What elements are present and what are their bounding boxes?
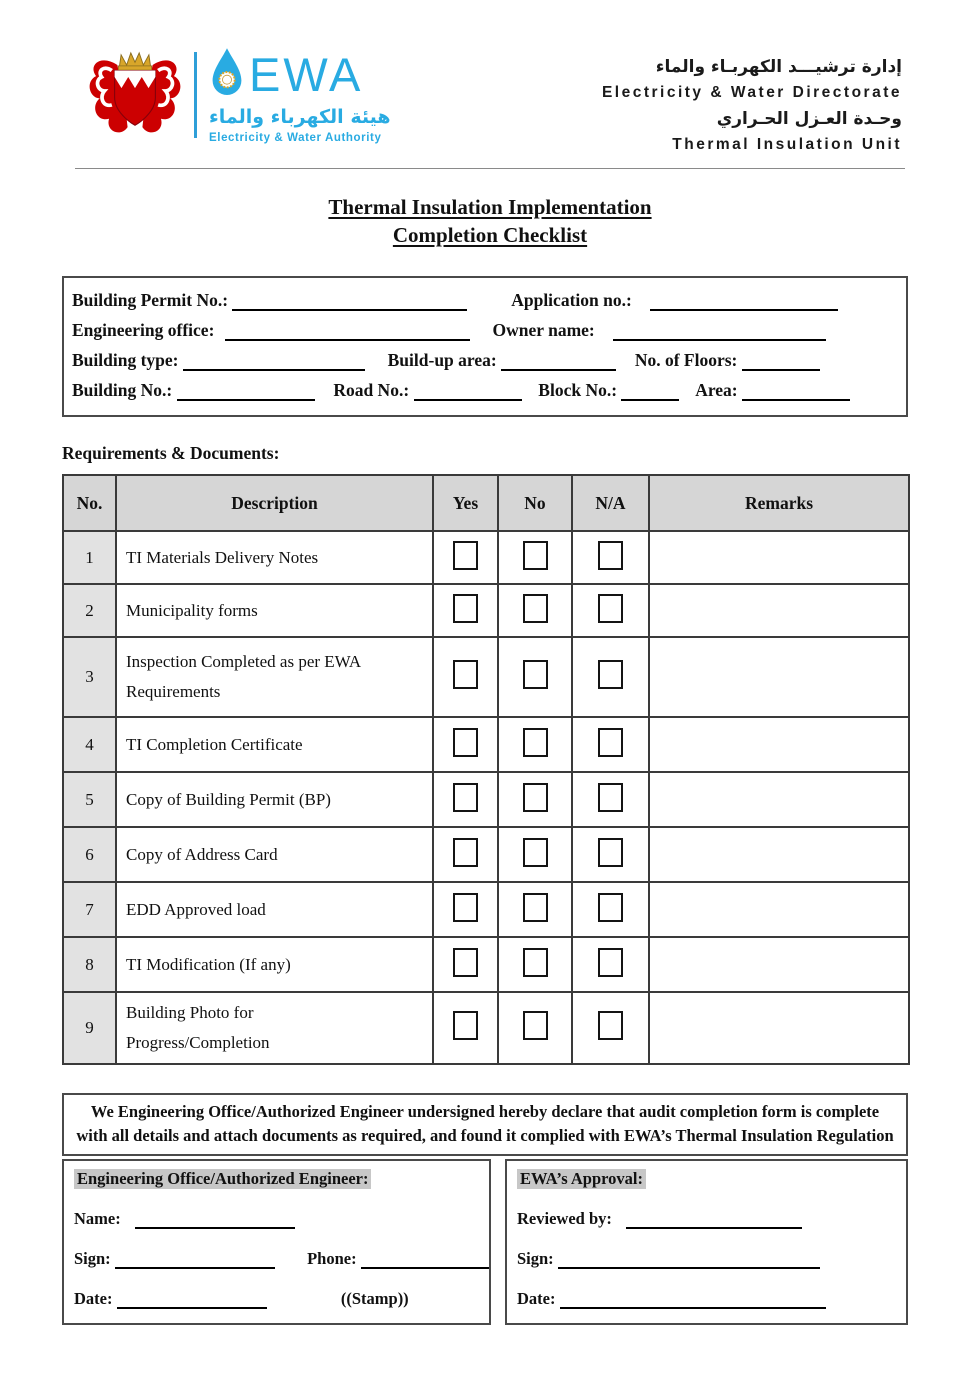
checkbox-no[interactable]: [523, 838, 548, 867]
remarks-cell: [649, 937, 909, 992]
checkbox-no[interactable]: [523, 948, 548, 977]
table-row: [63, 882, 909, 937]
remarks-cell: [649, 637, 909, 717]
buildup-area-field: [501, 353, 616, 371]
ewa-logo: [84, 46, 391, 150]
date-field: [117, 1292, 267, 1309]
row-description: Inspection Completed as per EWA Requirements: [116, 637, 433, 717]
directorate-arabic-line1: إدارة ترشيـــد الكهربـاء والماء: [655, 57, 902, 77]
remarks-cell: [649, 882, 909, 937]
info-row-2: [72, 320, 898, 341]
requirements-table: [62, 474, 910, 1065]
date-field: [560, 1292, 826, 1309]
document-title: [0, 193, 980, 249]
row-number: 8: [63, 937, 116, 992]
info-row-4: [72, 380, 898, 401]
engineering-office-field: [225, 323, 470, 341]
date-label: Date:: [517, 1289, 556, 1308]
col-header-no-option: No: [498, 475, 572, 531]
building-type-field: [183, 353, 365, 371]
row-number: 7: [63, 882, 116, 937]
checkbox-na[interactable]: [598, 783, 623, 812]
building-permit-label: Building Permit No.:: [72, 290, 229, 310]
application-no-field: [650, 293, 838, 311]
remarks-cell: [649, 992, 909, 1064]
stamp-label: ((Stamp)): [340, 1289, 409, 1308]
reviewed-by-field: [626, 1212, 802, 1229]
phone-label: Phone:: [307, 1249, 357, 1268]
sign-field: [115, 1252, 275, 1269]
no-of-floors-label: No. of Floors:: [634, 350, 738, 370]
checkbox-yes[interactable]: [453, 1011, 478, 1040]
row-description: TI Modification (If any): [116, 937, 433, 992]
checkbox-na[interactable]: [598, 728, 623, 757]
ewa-english-name: Electricity & Water Authority: [209, 132, 382, 144]
date-label: Date:: [74, 1289, 113, 1308]
table-header-row: [63, 475, 909, 531]
building-info-box: [62, 276, 908, 417]
checkbox-yes[interactable]: [453, 838, 478, 867]
directorate-english-line2: Thermal Insulation Unit: [672, 136, 902, 153]
building-permit-field: [232, 293, 467, 311]
row-number: 6: [63, 827, 116, 882]
sign-label: Sign:: [517, 1249, 554, 1268]
road-no-label: Road No.:: [333, 380, 410, 400]
owner-name-field: [613, 323, 826, 341]
table-row: [63, 637, 909, 717]
checkbox-yes[interactable]: [453, 893, 478, 922]
checkbox-no[interactable]: [523, 541, 548, 570]
checkbox-yes[interactable]: [453, 541, 478, 570]
phone-field: [361, 1252, 489, 1269]
signature-section: [62, 1159, 908, 1325]
row-description: Municipality forms: [116, 584, 433, 637]
checkbox-no[interactable]: [523, 1011, 548, 1040]
col-header-yes: Yes: [433, 475, 498, 531]
checkbox-no[interactable]: [523, 660, 548, 689]
area-label: Area:: [695, 380, 738, 400]
col-header-remarks: Remarks: [649, 475, 909, 531]
building-type-label: Building type:: [72, 350, 179, 370]
no-of-floors-field: [742, 353, 820, 371]
engineering-office-label: Engineering office:: [72, 320, 215, 340]
info-row-3: [72, 350, 898, 371]
row-description: EDD Approved load: [116, 882, 433, 937]
row-description: Building Photo for Progress/Completion: [116, 992, 433, 1064]
remarks-cell: [649, 717, 909, 772]
table-row: [63, 717, 909, 772]
ewa-logo-text: EWA: [249, 48, 364, 101]
directorate-block: [602, 46, 902, 158]
name-label: Name:: [74, 1209, 121, 1228]
ewa-approval-title: EWA’s Approval:: [517, 1169, 646, 1189]
engineer-signature-box: [62, 1159, 491, 1325]
sign-label: Sign:: [74, 1249, 111, 1268]
logo-divider: [194, 52, 197, 138]
checkbox-na[interactable]: [598, 660, 623, 689]
building-no-field: [177, 383, 315, 401]
block-no-field: [621, 383, 679, 401]
water-drop-icon: [209, 46, 245, 104]
ewa-arabic-name: هيئة الكهرباء والماء: [209, 106, 391, 128]
row-number: 4: [63, 717, 116, 772]
checkbox-yes[interactable]: [453, 783, 478, 812]
title-line1: Thermal Insulation Implementation: [328, 195, 652, 219]
row-number: 5: [63, 772, 116, 827]
requirements-section-label: Requirements & Documents:: [62, 443, 280, 463]
application-no-label: Application no.:: [511, 290, 632, 310]
directorate-arabic-line2: وحـدة العـزل الحـراري: [716, 109, 902, 129]
col-header-no: No.: [63, 475, 116, 531]
table-row: [63, 827, 909, 882]
remarks-cell: [649, 531, 909, 584]
checkbox-yes[interactable]: [453, 948, 478, 977]
info-row-1: [72, 290, 898, 311]
owner-name-label: Owner name:: [492, 320, 595, 340]
table-row: [63, 584, 909, 637]
col-header-description: Description: [116, 475, 433, 531]
row-description: Copy of Address Card: [116, 827, 433, 882]
bahrain-coat-of-arms-icon: [84, 48, 186, 150]
checkbox-na[interactable]: [598, 1011, 623, 1040]
remarks-cell: [649, 772, 909, 827]
checkbox-na[interactable]: [598, 541, 623, 570]
table-row: [63, 531, 909, 584]
row-number: 2: [63, 584, 116, 637]
col-header-na: N/A: [572, 475, 649, 531]
title-line2: Completion Checklist: [392, 223, 588, 247]
row-description: TI Completion Certificate: [116, 717, 433, 772]
table-row: [63, 937, 909, 992]
engineer-box-title: Engineering Office/Authorized Engineer:: [74, 1169, 371, 1189]
row-description: Copy of Building Permit (BP): [116, 772, 433, 827]
checkbox-na[interactable]: [598, 838, 623, 867]
checkbox-na[interactable]: [598, 594, 623, 623]
row-number: 3: [63, 637, 116, 717]
sign-field: [558, 1252, 820, 1269]
checkbox-yes[interactable]: [453, 594, 478, 623]
buildup-area-label: Build-up area:: [387, 350, 497, 370]
checkbox-na[interactable]: [598, 893, 623, 922]
checkbox-na[interactable]: [598, 948, 623, 977]
building-no-label: Building No.:: [72, 380, 173, 400]
table-row: [63, 992, 909, 1064]
name-field: [135, 1212, 295, 1229]
block-no-label: Block No.:: [538, 380, 618, 400]
row-number: 9: [63, 992, 116, 1064]
checkbox-no[interactable]: [523, 783, 548, 812]
checkbox-no[interactable]: [523, 594, 548, 623]
area-field: [742, 383, 850, 401]
ewa-approval-box: [505, 1159, 908, 1325]
table-row: [63, 772, 909, 827]
checkbox-yes[interactable]: [453, 660, 478, 689]
reviewed-by-label: Reviewed by:: [517, 1209, 612, 1228]
road-no-field: [414, 383, 522, 401]
header-divider: [75, 168, 905, 169]
directorate-english-line1: Electricity & Water Directorate: [601, 84, 902, 101]
remarks-cell: [649, 584, 909, 637]
checkbox-no[interactable]: [523, 893, 548, 922]
checkbox-yes[interactable]: [453, 728, 478, 757]
row-description: TI Materials Delivery Notes: [116, 531, 433, 584]
remarks-cell: [649, 827, 909, 882]
declaration-box: We Engineering Office/Authorized Engineer undersigned hereby declare that audit completion form is complete with all details and attach documents as required, and found it complied with EWA’s Thermal Insulation Regulation: [62, 1093, 908, 1156]
checkbox-no[interactable]: [523, 728, 548, 757]
row-number: 1: [63, 531, 116, 584]
header: [0, 0, 980, 158]
